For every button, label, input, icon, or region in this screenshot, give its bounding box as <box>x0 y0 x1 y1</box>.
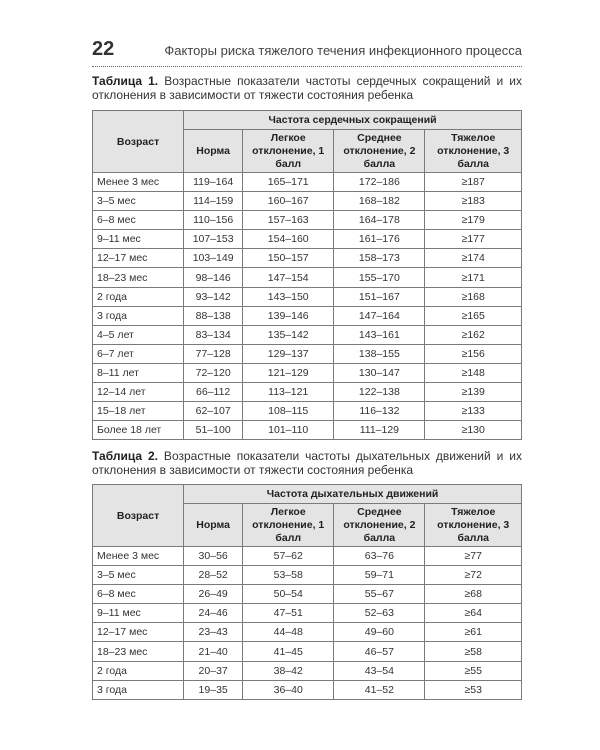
cell-norm: 30–56 <box>184 547 243 566</box>
cell-mild: 47–51 <box>243 604 334 623</box>
cell-medium: 63–76 <box>334 547 425 566</box>
cell-age: 3 года <box>93 306 184 325</box>
column-header-medium: Среднее отклонение, 2 балла <box>334 504 425 547</box>
cell-norm: 19–35 <box>184 680 243 699</box>
cell-medium: 52–63 <box>334 604 425 623</box>
cell-medium: 164–178 <box>334 211 425 230</box>
cell-severe: ≥179 <box>425 211 522 230</box>
page-number: 22 <box>92 38 115 60</box>
cell-norm: 93–142 <box>184 287 243 306</box>
cell-mild: 160–167 <box>243 192 334 211</box>
header-rule <box>92 66 522 67</box>
table-row <box>93 642 522 661</box>
cell-mild: 150–157 <box>243 249 334 268</box>
cell-medium: 43–54 <box>334 661 425 680</box>
cell-medium: 41–52 <box>334 680 425 699</box>
cell-age: 12–17 мес <box>93 623 184 642</box>
table-row <box>93 230 522 249</box>
table-row <box>93 547 522 566</box>
cell-severe: ≥68 <box>425 585 522 604</box>
cell-age: 3–5 мес <box>93 192 184 211</box>
table-row <box>93 344 522 363</box>
cell-norm: 62–107 <box>184 402 243 421</box>
group-header-heart-rate: Частота сердечных сокращений <box>184 111 522 130</box>
table-row <box>93 363 522 382</box>
table-row <box>93 402 522 421</box>
cell-medium: 111–129 <box>334 421 425 440</box>
cell-norm: 88–138 <box>184 306 243 325</box>
cell-medium: 116–132 <box>334 402 425 421</box>
cell-mild: 101–110 <box>243 421 334 440</box>
table2-caption <box>92 449 522 477</box>
table-row <box>93 268 522 287</box>
column-header-age: Возраст <box>93 485 184 547</box>
cell-age: Менее 3 мес <box>93 173 184 192</box>
cell-medium: 168–182 <box>334 192 425 211</box>
cell-age: 6–7 лет <box>93 344 184 363</box>
cell-severe: ≥58 <box>425 642 522 661</box>
cell-mild: 53–58 <box>243 566 334 585</box>
cell-mild: 121–129 <box>243 363 334 382</box>
table-row <box>93 192 522 211</box>
cell-medium: 147–164 <box>334 306 425 325</box>
table-row <box>93 585 522 604</box>
cell-age: 15–18 лет <box>93 402 184 421</box>
cell-severe: ≥177 <box>425 230 522 249</box>
table-row <box>93 566 522 585</box>
cell-medium: 138–155 <box>334 344 425 363</box>
cell-medium: 151–167 <box>334 287 425 306</box>
cell-age: 9–11 мес <box>93 230 184 249</box>
cell-age: 9–11 мес <box>93 604 184 623</box>
column-header-severe: Тяжелое отклонение, 3 балла <box>425 504 522 547</box>
cell-severe: ≥162 <box>425 325 522 344</box>
column-header-severe: Тяжелое отклонение, 3 балла <box>425 130 522 173</box>
page-header <box>92 38 522 61</box>
table-row <box>93 306 522 325</box>
cell-mild: 154–160 <box>243 230 334 249</box>
cell-norm: 28–52 <box>184 566 243 585</box>
cell-age: 18–23 мес <box>93 642 184 661</box>
cell-norm: 66–112 <box>184 383 243 402</box>
table-row <box>93 383 522 402</box>
column-header-mild: Легкое отклонение, 1 балл <box>243 504 334 547</box>
cell-severe: ≥139 <box>425 383 522 402</box>
cell-medium: 122–138 <box>334 383 425 402</box>
cell-norm: 114–159 <box>184 192 243 211</box>
cell-age: 3 года <box>93 680 184 699</box>
cell-severe: ≥77 <box>425 547 522 566</box>
cell-medium: 130–147 <box>334 363 425 382</box>
cell-age: 3–5 мес <box>93 566 184 585</box>
cell-severe: ≥171 <box>425 268 522 287</box>
cell-age: 18–23 мес <box>93 268 184 287</box>
table-row <box>93 421 522 440</box>
cell-severe: ≥165 <box>425 306 522 325</box>
cell-severe: ≥64 <box>425 604 522 623</box>
cell-norm: 98–146 <box>184 268 243 287</box>
cell-norm: 20–37 <box>184 661 243 680</box>
cell-medium: 46–57 <box>334 642 425 661</box>
cell-age: Менее 3 мес <box>93 547 184 566</box>
cell-mild: 50–54 <box>243 585 334 604</box>
group-header-respiratory-rate: Частота дыхательных движений <box>184 485 522 504</box>
cell-age: 6–8 мес <box>93 585 184 604</box>
respiratory-rate-table <box>92 484 522 700</box>
cell-mild: 108–115 <box>243 402 334 421</box>
cell-severe: ≥156 <box>425 344 522 363</box>
cell-norm: 103–149 <box>184 249 243 268</box>
cell-mild: 143–150 <box>243 287 334 306</box>
cell-norm: 119–164 <box>184 173 243 192</box>
table2-caption-label: Таблица 2. <box>92 449 158 463</box>
table-row <box>93 623 522 642</box>
cell-severe: ≥133 <box>425 402 522 421</box>
cell-medium: 59–71 <box>334 566 425 585</box>
cell-age: 12–17 мес <box>93 249 184 268</box>
cell-age: 2 года <box>93 287 184 306</box>
cell-age: Более 18 лет <box>93 421 184 440</box>
table-row <box>93 661 522 680</box>
table2-caption-text: Возрастные показатели частоты дыхательных движений и их отклонения в зависимости от тяжести состояния ребенка <box>92 449 523 477</box>
cell-norm: 83–134 <box>184 325 243 344</box>
column-header-norm: Норма <box>184 130 243 173</box>
cell-mild: 57–62 <box>243 547 334 566</box>
cell-norm: 21–40 <box>184 642 243 661</box>
cell-age: 12–14 лет <box>93 383 184 402</box>
cell-norm: 72–120 <box>184 363 243 382</box>
cell-age: 8–11 лет <box>93 363 184 382</box>
table-row <box>93 173 522 192</box>
column-header-age: Возраст <box>93 111 184 173</box>
cell-age: 4–5 лет <box>93 325 184 344</box>
column-header-norm: Норма <box>184 504 243 547</box>
cell-norm: 26–49 <box>184 585 243 604</box>
cell-age: 6–8 мес <box>93 211 184 230</box>
column-header-medium: Среднее отклонение, 2 балла <box>334 130 425 173</box>
table-row <box>93 287 522 306</box>
cell-medium: 55–67 <box>334 585 425 604</box>
cell-severe: ≥183 <box>425 192 522 211</box>
cell-severe: ≥187 <box>425 173 522 192</box>
heart-rate-table <box>92 110 522 440</box>
cell-mild: 38–42 <box>243 661 334 680</box>
cell-age: 2 года <box>93 661 184 680</box>
cell-norm: 110–156 <box>184 211 243 230</box>
cell-medium: 161–176 <box>334 230 425 249</box>
cell-mild: 147–154 <box>243 268 334 287</box>
cell-severe: ≥55 <box>425 661 522 680</box>
cell-mild: 135–142 <box>243 325 334 344</box>
cell-mild: 157–163 <box>243 211 334 230</box>
cell-norm: 24–46 <box>184 604 243 623</box>
table1-caption-text: Возрастные показатели частоты сердечных сокращений и их отклонения в зависимости от тяжести состояния ребенка <box>92 74 523 102</box>
table-row <box>93 325 522 344</box>
cell-mild: 113–121 <box>243 383 334 402</box>
table-row <box>93 211 522 230</box>
cell-mild: 36–40 <box>243 680 334 699</box>
cell-medium: 143–161 <box>334 325 425 344</box>
column-header-mild: Легкое отклонение, 1 балл <box>243 130 334 173</box>
running-title: Факторы риска тяжелого течения инфекционного процесса <box>164 43 522 58</box>
cell-norm: 51–100 <box>184 421 243 440</box>
cell-medium: 155–170 <box>334 268 425 287</box>
cell-severe: ≥174 <box>425 249 522 268</box>
cell-severe: ≥61 <box>425 623 522 642</box>
table-row <box>93 680 522 699</box>
cell-severe: ≥148 <box>425 363 522 382</box>
table-row <box>93 249 522 268</box>
cell-norm: 23–43 <box>184 623 243 642</box>
cell-mild: 44–48 <box>243 623 334 642</box>
cell-medium: 158–173 <box>334 249 425 268</box>
cell-severe: ≥168 <box>425 287 522 306</box>
table-row <box>93 604 522 623</box>
cell-medium: 172–186 <box>334 173 425 192</box>
cell-severe: ≥53 <box>425 680 522 699</box>
table1-caption-label: Таблица 1. <box>92 74 159 88</box>
cell-norm: 77–128 <box>184 344 243 363</box>
cell-mild: 165–171 <box>243 173 334 192</box>
table1-caption <box>92 74 522 102</box>
cell-medium: 49–60 <box>334 623 425 642</box>
cell-severe: ≥130 <box>425 421 522 440</box>
cell-mild: 41–45 <box>243 642 334 661</box>
cell-norm: 107–153 <box>184 230 243 249</box>
cell-mild: 139–146 <box>243 306 334 325</box>
cell-severe: ≥72 <box>425 566 522 585</box>
cell-mild: 129–137 <box>243 344 334 363</box>
